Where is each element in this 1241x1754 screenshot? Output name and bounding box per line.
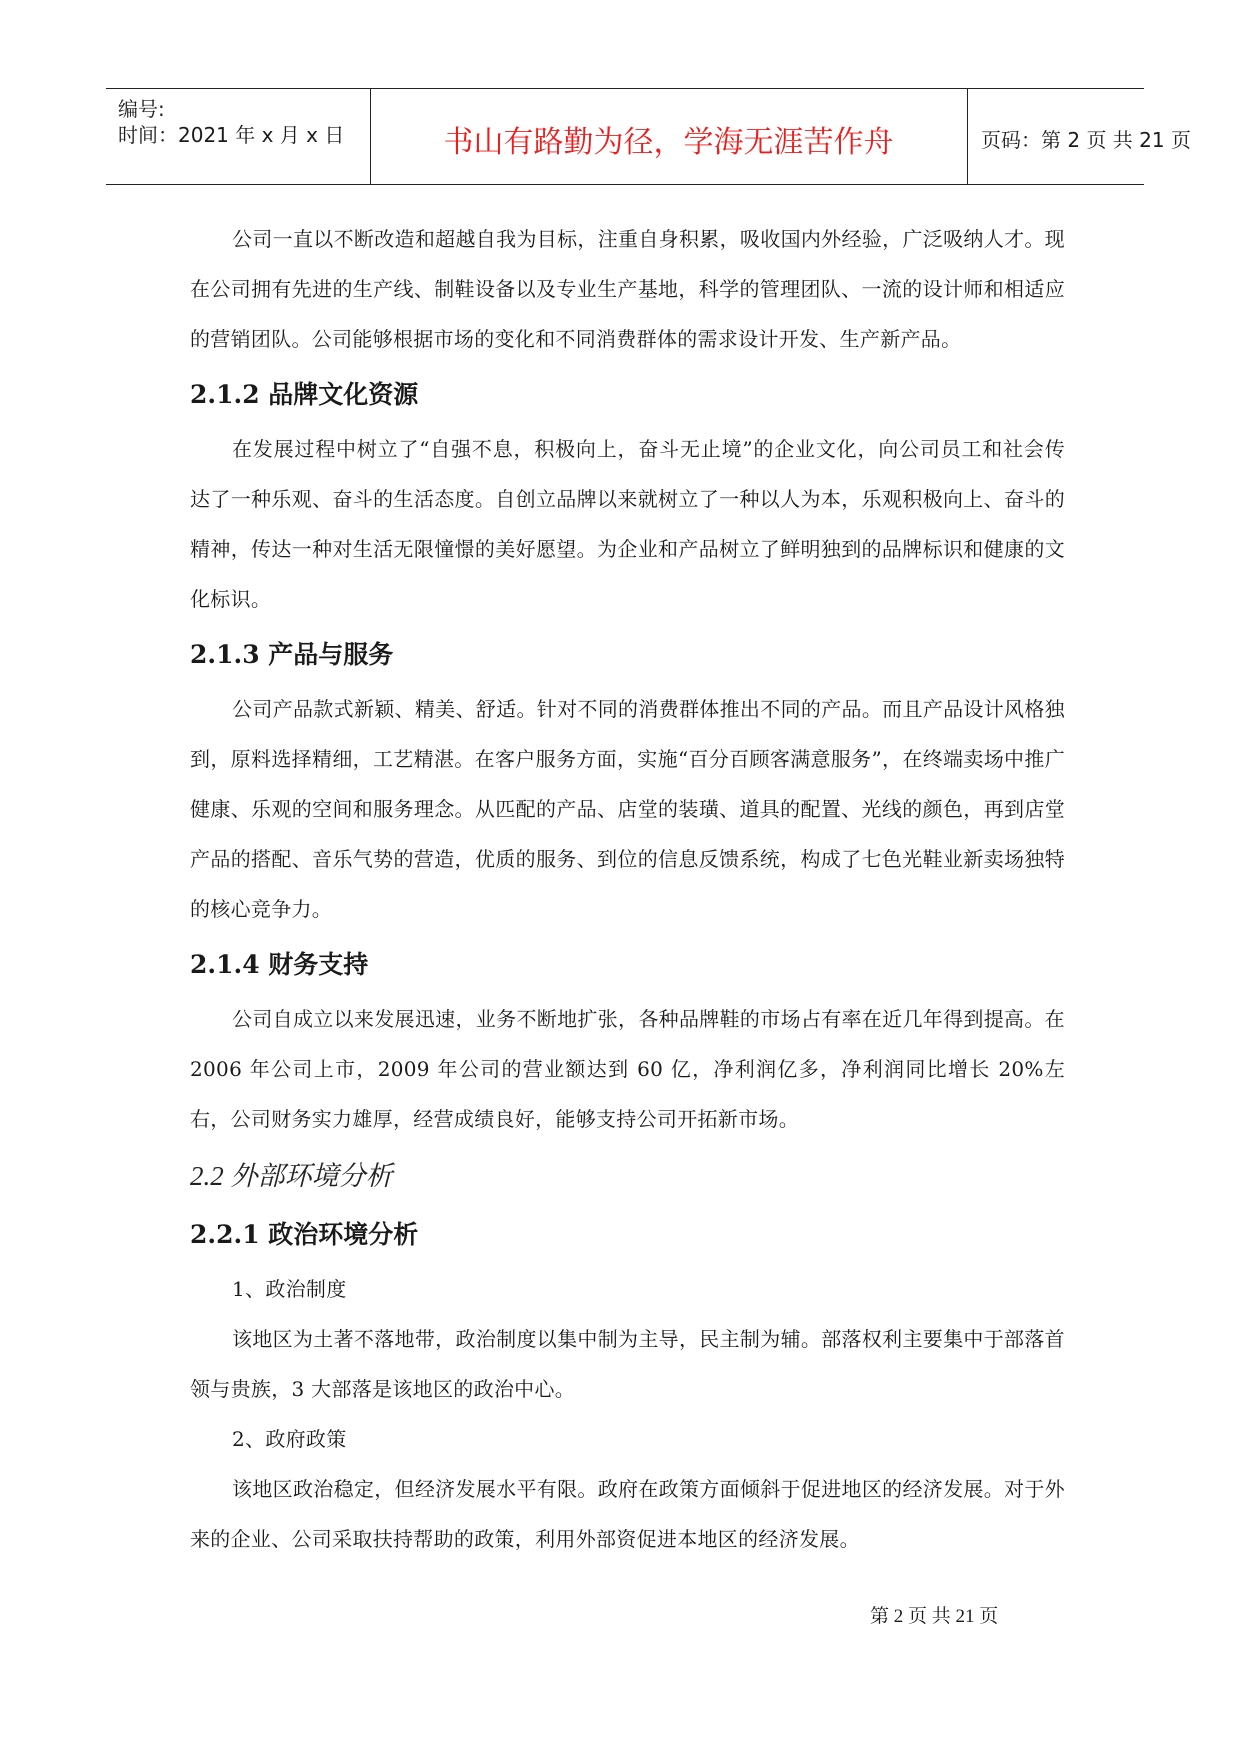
header-page-cell <box>967 89 1191 184</box>
paragraph-brand-culture: 在发展过程中树立了“自强不息，积极向上，奋斗无止境”的企业文化，向公司员工和社会传达了一种乐观、奋斗的生活态度。自创立品牌以来就树立了一种以人为本，乐观积极向上、奋斗的精神，传达一种对生活无限憧憬的美好愿望。为企业和产品树立了鲜明独到的品牌标识和健康的文化标识。 <box>190 437 1065 611</box>
paragraph-government-policy: 该地区政治稳定，但经济发展水平有限。政府在政策方面倾斜于促进地区的经济发展。对于外来的企业、公司采取扶持帮助的政策，利用外部资促进本地区的经济发展。 <box>190 1477 1065 1551</box>
document-body <box>190 214 1065 1564</box>
page-header <box>106 88 1191 185</box>
document-time-label: 时间：2021 年 x 月 x 日 <box>118 123 345 147</box>
paragraph-political-system: 该地区为土著不落地带，政治制度以集中制为主导，民主制为辅。部落权利主要集中于部落首领与贵族，3 大部落是该地区的政治中心。 <box>190 1327 1065 1401</box>
document-number-label: 编号: <box>118 97 165 121</box>
paragraph-financial-support: 公司自成立以来发展迅速，业务不断地扩张，各种品牌鞋的市场占有率在近几年得到提高。在 2006 年公司上市，2009 年公司的营业额达到 60 亿，净利润亿多，净利润同比增长 20%左右，公司财务实力雄厚，经营成绩良好，能够支持公司开拓新市场。 <box>190 1007 1065 1131</box>
list-item-government-policy: 2、政府政策 <box>232 1427 347 1451</box>
page-footer: 第 2 页 共 21 页 <box>870 1606 999 1627</box>
header-motto: 书山有路勤为径，学海无涯苦作舟 <box>443 125 894 160</box>
heading-brand-culture: 2.1.2 品牌文化资源 <box>190 380 419 409</box>
header-page-code: 页码：第 2 页 共 21 页 <box>981 128 1191 152</box>
list-item-political-system: 1、政治制度 <box>232 1277 347 1301</box>
heading-products-services: 2.1.3 产品与服务 <box>190 640 394 669</box>
heading-external-environment: 2.2 外部环境分析 <box>190 1161 393 1191</box>
paragraph-products-services: 公司产品款式新颖、精美、舒适。针对不同的消费群体推出不同的产品。而且产品设计风格独到，原料选择精细，工艺精湛。在客户服务方面，实施“百分百顾客满意服务”，在终端卖场中推广健康、乐观的空间和服务理念。从匹配的产品、店堂的装璜、道具的配置、光线的颜色，再到店堂产品的搭配、音乐气势的营造，优质的服务、到位的信息反馈系统，构成了七色光鞋业新卖场独特的核心竞争力。 <box>190 697 1065 921</box>
header-meta-cell <box>106 89 371 184</box>
header-motto-cell <box>370 89 968 184</box>
paragraph-company-development: 公司一直以不断改造和超越自我为目标，注重自身积累，吸收国内外经验，广泛吸纳人才。现在公司拥有先进的生产线、制鞋设备以及专业生产基地，科学的管理团队、一流的设计师和相适应的营销团队。公司能够根据市场的变化和不同消费群体的需求设计开发、生产新产品。 <box>190 227 1065 351</box>
heading-political-environment: 2.2.1 政治环境分析 <box>190 1220 419 1249</box>
heading-financial-support: 2.1.4 财务支持 <box>190 950 369 979</box>
